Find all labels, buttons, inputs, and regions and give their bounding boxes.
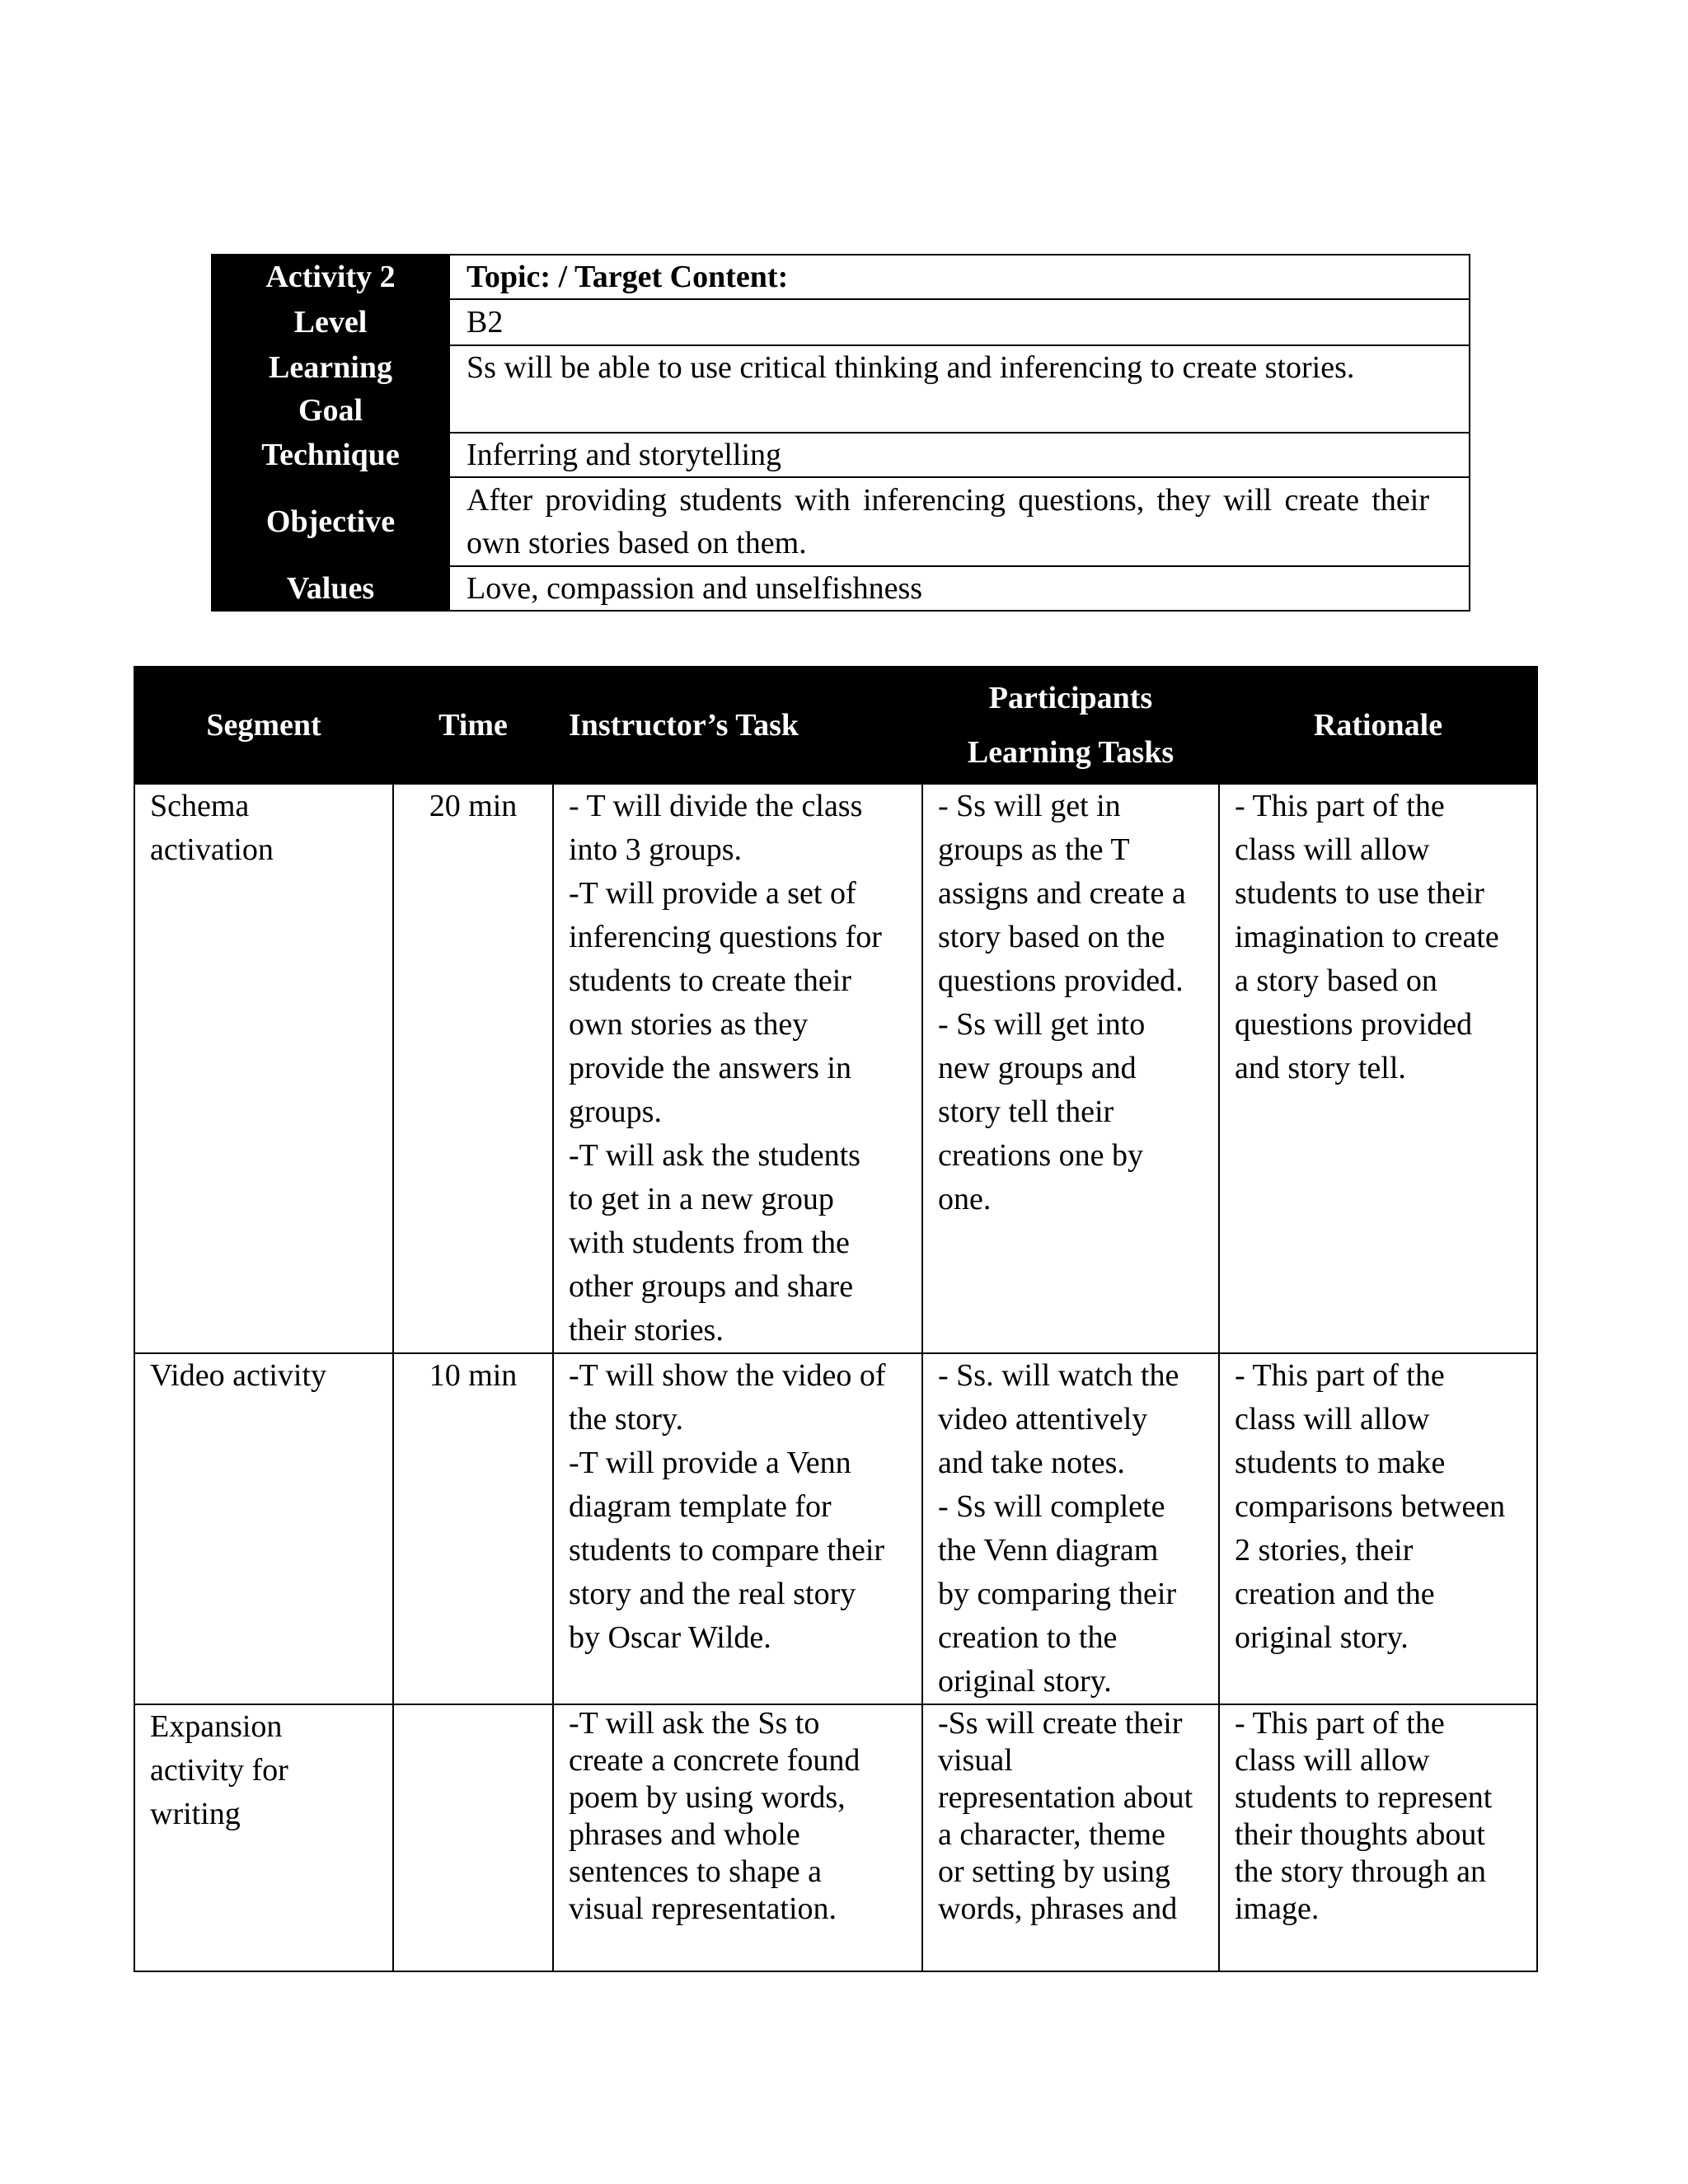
participants-line: creations one by [938,1138,1144,1173]
participants-line: or setting by using [938,1854,1170,1889]
table-row [134,784,1537,1353]
learning-goal-label-line: Goal [298,393,363,428]
rationale-line: class will allow [1235,1743,1430,1778]
info-row-technique [212,433,1470,477]
header-participants-line: Learning Tasks [967,735,1175,770]
participants-line: representation about [938,1780,1193,1815]
instructor-line: inferencing questions for [569,920,882,954]
participants-line: creation to the [938,1620,1118,1655]
learning-goal-value: Ss will be able to use critical thinking and inferencing to create stories. [449,345,1470,433]
values-label: Values [212,566,449,611]
instructor-line: into 3 groups. [569,832,743,867]
participants-line: the Venn diagram [938,1533,1159,1568]
info-row-learning-goal [212,345,1470,433]
rationale-line: students to make [1235,1446,1446,1480]
segment-line: Expansion [150,1709,283,1744]
participants-task-cell [922,1704,1219,1971]
rationale-line: - This part of the [1235,789,1445,823]
rationale-line: class will allow [1235,1402,1430,1436]
rationale-line: the story through an [1235,1854,1487,1889]
time-cell [393,1704,553,1971]
technique-value: Inferring and storytelling [449,433,1470,477]
participants-line: groups as the T [938,832,1130,867]
segment-cell [134,784,393,1353]
rationale-line: questions provided [1235,1007,1473,1042]
time-cell: 20 min [393,784,553,1353]
learning-goal-label [212,345,449,433]
participants-line: and take notes. [938,1446,1125,1480]
instructor-line: other groups and share [569,1269,854,1304]
instructor-line: sentences to shape a [569,1854,823,1889]
rationale-line: students to use their [1235,876,1484,911]
rationale-line: their thoughts about [1235,1817,1485,1852]
rationale-line: original story. [1235,1620,1409,1655]
rationale-line: students to represent [1235,1780,1493,1815]
participants-line: - Ss. will watch the [938,1358,1179,1393]
participants-line: visual [938,1743,1013,1778]
segment-line: activity for [150,1753,288,1788]
instructor-task-cell [553,1353,922,1704]
participants-line: - Ss will complete [938,1489,1165,1524]
participants-line: a character, theme [938,1817,1165,1852]
participants-line: - Ss will get in [938,789,1121,823]
instructor-line: by Oscar Wilde. [569,1620,771,1655]
participants-line: video attentively [938,1402,1148,1436]
instructor-line: -T will provide a set of [569,876,856,911]
rationale-line: imagination to create [1235,920,1499,954]
segment-line: activation [150,832,274,867]
participants-line: - Ss will get into [938,1007,1146,1042]
participants-line: one. [938,1182,992,1216]
values-value: Love, compassion and unselfishness [449,566,1470,611]
technique-label: Technique [212,433,449,477]
participants-task-cell [922,784,1219,1353]
instructor-line: groups. [569,1094,662,1129]
instructor-line: students to compare their [569,1533,885,1568]
activity-info-table [211,254,1470,612]
segment-cell [134,1704,393,1971]
segment-line: Video activity [150,1358,327,1393]
table-row [134,1704,1537,1971]
instructor-line: story and the real story [569,1577,856,1611]
instructor-line: - T will divide the class [569,789,863,823]
header-instructor-task: Instructor’s Task [553,667,922,784]
instructor-line: diagram template for [569,1489,832,1524]
instructor-line: -T will ask the Ss to [569,1706,820,1741]
instructor-line: provide the answers in [569,1051,851,1085]
info-row-activity [212,255,1470,299]
header-participants-line: Participants [988,681,1153,715]
rationale-line: and story tell. [1235,1051,1406,1085]
time-cell: 10 min [393,1353,553,1704]
objective-label: Objective [212,477,449,566]
header-participants-learning-tasks [922,667,1219,784]
info-row-values [212,566,1470,611]
segment-line: Schema [150,789,250,823]
participants-task-cell [922,1353,1219,1704]
level-label: Level [212,299,449,345]
rationale-line: 2 stories, their [1235,1533,1414,1568]
rationale-line: - This part of the [1235,1358,1445,1393]
instructor-line: visual representation. [569,1891,837,1926]
header-rationale: Rationale [1219,667,1537,784]
rationale-line: comparisons between [1235,1489,1506,1524]
rationale-cell [1219,784,1537,1353]
instructor-line: -T will show the video of [569,1358,886,1393]
participants-line: new groups and [938,1051,1137,1085]
rationale-line: creation and the [1235,1577,1435,1611]
instructor-line: -T will ask the students [569,1138,860,1173]
header-time: Time [393,667,553,784]
rationale-line: a story based on [1235,963,1437,998]
participants-line: words, phrases and [938,1891,1178,1926]
participants-line: by comparing their [938,1577,1177,1611]
rationale-cell [1219,1353,1537,1704]
rationale-cell [1219,1704,1537,1971]
instructor-line: phrases and whole [569,1817,800,1852]
segment-line: writing [150,1797,241,1831]
topic-value: Topic: / Target Content: [449,255,1470,299]
participants-line: -Ss will create their [938,1706,1183,1741]
table-row [134,1353,1537,1704]
instructor-task-cell [553,784,922,1353]
rationale-line: class will allow [1235,832,1430,867]
segment-cell [134,1353,393,1704]
activity-label: Activity 2 [212,255,449,299]
participants-line: story based on the [938,920,1165,954]
plan-header-row [134,667,1537,784]
instructor-line: the story. [569,1402,683,1436]
learning-goal-label-line: Learning [269,350,392,385]
instructor-line: to get in a new group [569,1182,834,1216]
rationale-line: - This part of the [1235,1706,1445,1741]
header-segment: Segment [134,667,393,784]
instructor-line: their stories. [569,1313,724,1347]
instructor-task-cell [553,1704,922,1971]
instructor-line: with students from the [569,1226,850,1260]
instructor-line: students to create their [569,963,851,998]
instructor-line: poem by using words, [569,1780,846,1815]
info-row-level [212,299,1470,345]
instructor-line: own stories as they [569,1007,809,1042]
rationale-line: image. [1235,1891,1320,1926]
instructor-line: -T will provide a Venn [569,1446,851,1480]
participants-line: original story. [938,1664,1112,1699]
info-row-objective [212,477,1470,566]
participants-line: questions provided. [938,963,1184,998]
participants-line: assigns and create a [938,876,1186,911]
level-value: B2 [449,299,1470,345]
lesson-plan-table [134,666,1538,1972]
participants-line: story tell their [938,1094,1114,1129]
objective-value: After providing students with inferencing questions, they will create their own stories based on them. [449,477,1470,566]
instructor-line: create a concrete found [569,1743,860,1778]
